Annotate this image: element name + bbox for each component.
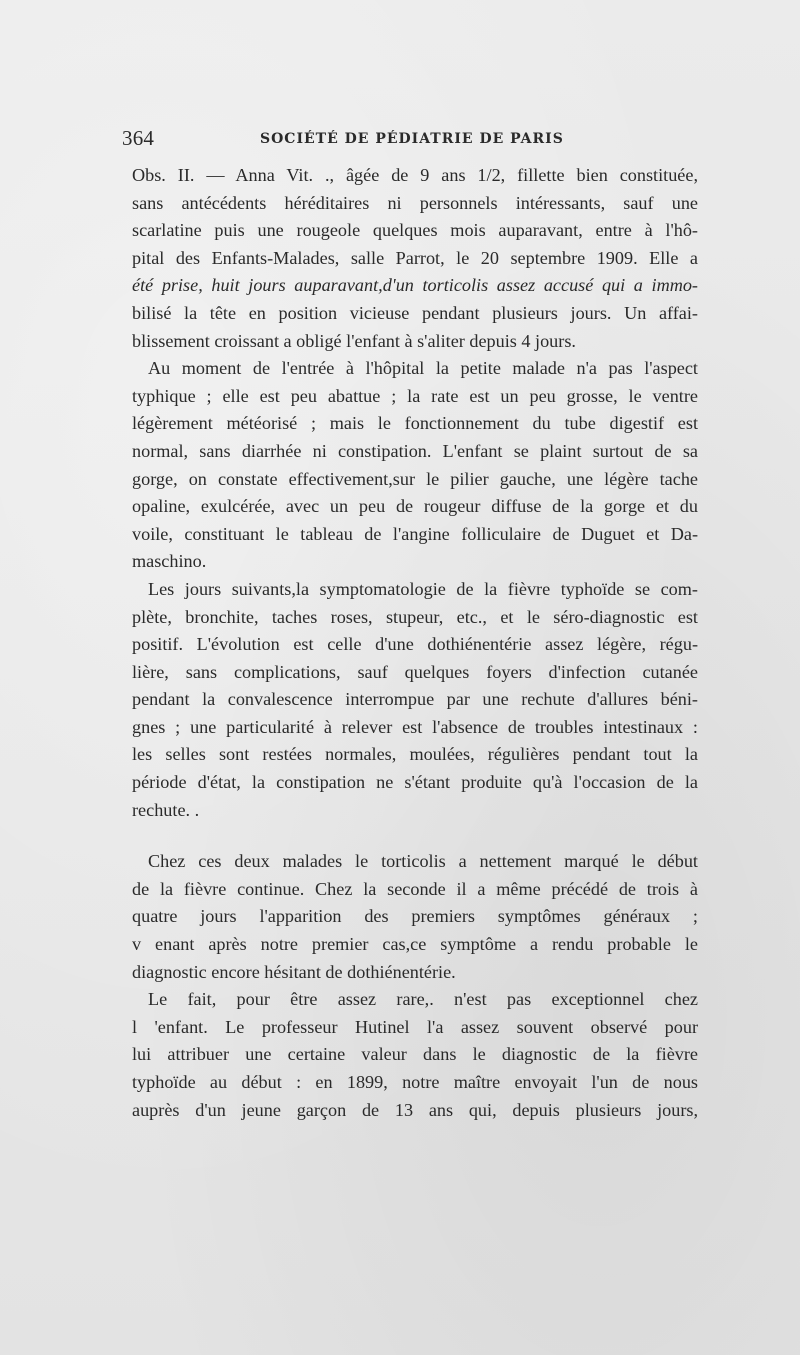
page-number: 364 xyxy=(122,126,155,150)
line-30: Le fait, pour être assez rare,. n'est pas exceptionnel chez xyxy=(148,989,698,1010)
line-25: Chez ces deux malades le torticolis a nettement marqué le début xyxy=(148,851,698,872)
running-title: SOCIÉTÉ DE PÉDIATRIE DE PARIS xyxy=(260,131,564,147)
line-2: sans antécédents héréditaires ni personnels intéressants, sauf une xyxy=(132,192,698,213)
line-3: scarlatine puis une rougeole quelques mois auparavant, entre à l'hô- xyxy=(132,220,698,241)
line-19: lière, sans complications, sauf quelques foyers d'infection cutanée xyxy=(132,661,698,682)
line-15: maschino. xyxy=(132,551,207,572)
line-31: l 'enfant. Le professeur Hutinel l'a assez souvent observé pour xyxy=(132,1016,698,1037)
line-21: gnes ; une particularité à relever est l'absence de troubles intestinaux : xyxy=(132,716,698,737)
line-20: pendant la convalescence interrompue par une rechute d'allures béni- xyxy=(132,689,698,710)
line-13: opaline, exulcérée, avec un peu de rougeur diffuse de la gorge et du xyxy=(132,496,698,517)
line-4: pital des Enfants-Malades, salle Parrot, le 20 septembre 1909. Elle a xyxy=(132,247,698,268)
line-11: normal, sans diarrhée ni constipation. L'enfant se plaint surtout de sa xyxy=(132,440,698,461)
line-7: blissement croissant a obligé l'enfant à s'aliter depuis 4 jours. xyxy=(132,330,576,351)
line-26: de la fièvre continue. Chez la seconde il a même précédé de trois à xyxy=(132,878,698,899)
body-text xyxy=(132,162,698,1124)
line-23: période d'état, la constipation ne s'étant produite qu'à l'occasion de la xyxy=(132,772,698,793)
line-18: positif. L'évolution est celle d'une dothiénentérie assez légère, régu- xyxy=(132,634,698,655)
line-17: plète, bronchite, taches roses, stupeur, etc., et le séro-diagnostic est xyxy=(132,606,698,627)
line-24: rechute. . xyxy=(132,799,200,820)
line-5: été prise, huit jours auparavant,d'un torticolis assez accusé qui a immo- xyxy=(132,275,698,296)
line-9: typhique ; elle est peu abattue ; la rate est un peu grosse, le ventre xyxy=(132,385,698,406)
line-32: lui attribuer une certaine valeur dans le diagnostic de la fièvre xyxy=(132,1044,698,1065)
line-16: Les jours suivants,la symptomatologie de la fièvre typhoïde se com- xyxy=(148,578,698,599)
paragraph-gap xyxy=(132,824,698,848)
line-14: voile, constituant le tableau de l'angine folliculaire de Duguet et Da- xyxy=(132,523,698,544)
line-8: Au moment de l'entrée à l'hôpital la petite malade n'a pas l'aspect xyxy=(148,358,698,379)
line-12: gorge, on constate effectivement,sur le pilier gauche, une légère tache xyxy=(132,468,698,489)
page-header xyxy=(122,126,704,156)
line-10: légèrement météorisé ; mais le fonctionnement du tube digestif est xyxy=(132,413,698,434)
line-29: diagnostic encore hésitant de dothiénentérie. xyxy=(132,961,456,982)
line-27: quatre jours l'apparition des premiers symptômes généraux ; xyxy=(132,906,698,927)
line-28: v enant après notre premier cas,ce symptôme a rendu probable le xyxy=(132,934,698,955)
line-1: Obs. II. — Anna Vit. ., âgée de 9 ans 1/2, fillette bien constituée, xyxy=(132,165,698,185)
line-6: bilisé la tête en position vicieuse pendant plusieurs jours. Un affai- xyxy=(132,302,698,323)
line-33: typhoïde au début : en 1899, notre maître envoyait l'un de nous xyxy=(132,1072,698,1092)
line-22: les selles sont restées normales, moulées, régulières pendant tout la xyxy=(132,744,698,765)
line-34: auprès d'un jeune garçon de 13 ans qui, depuis plusieurs jours, xyxy=(132,1099,698,1120)
